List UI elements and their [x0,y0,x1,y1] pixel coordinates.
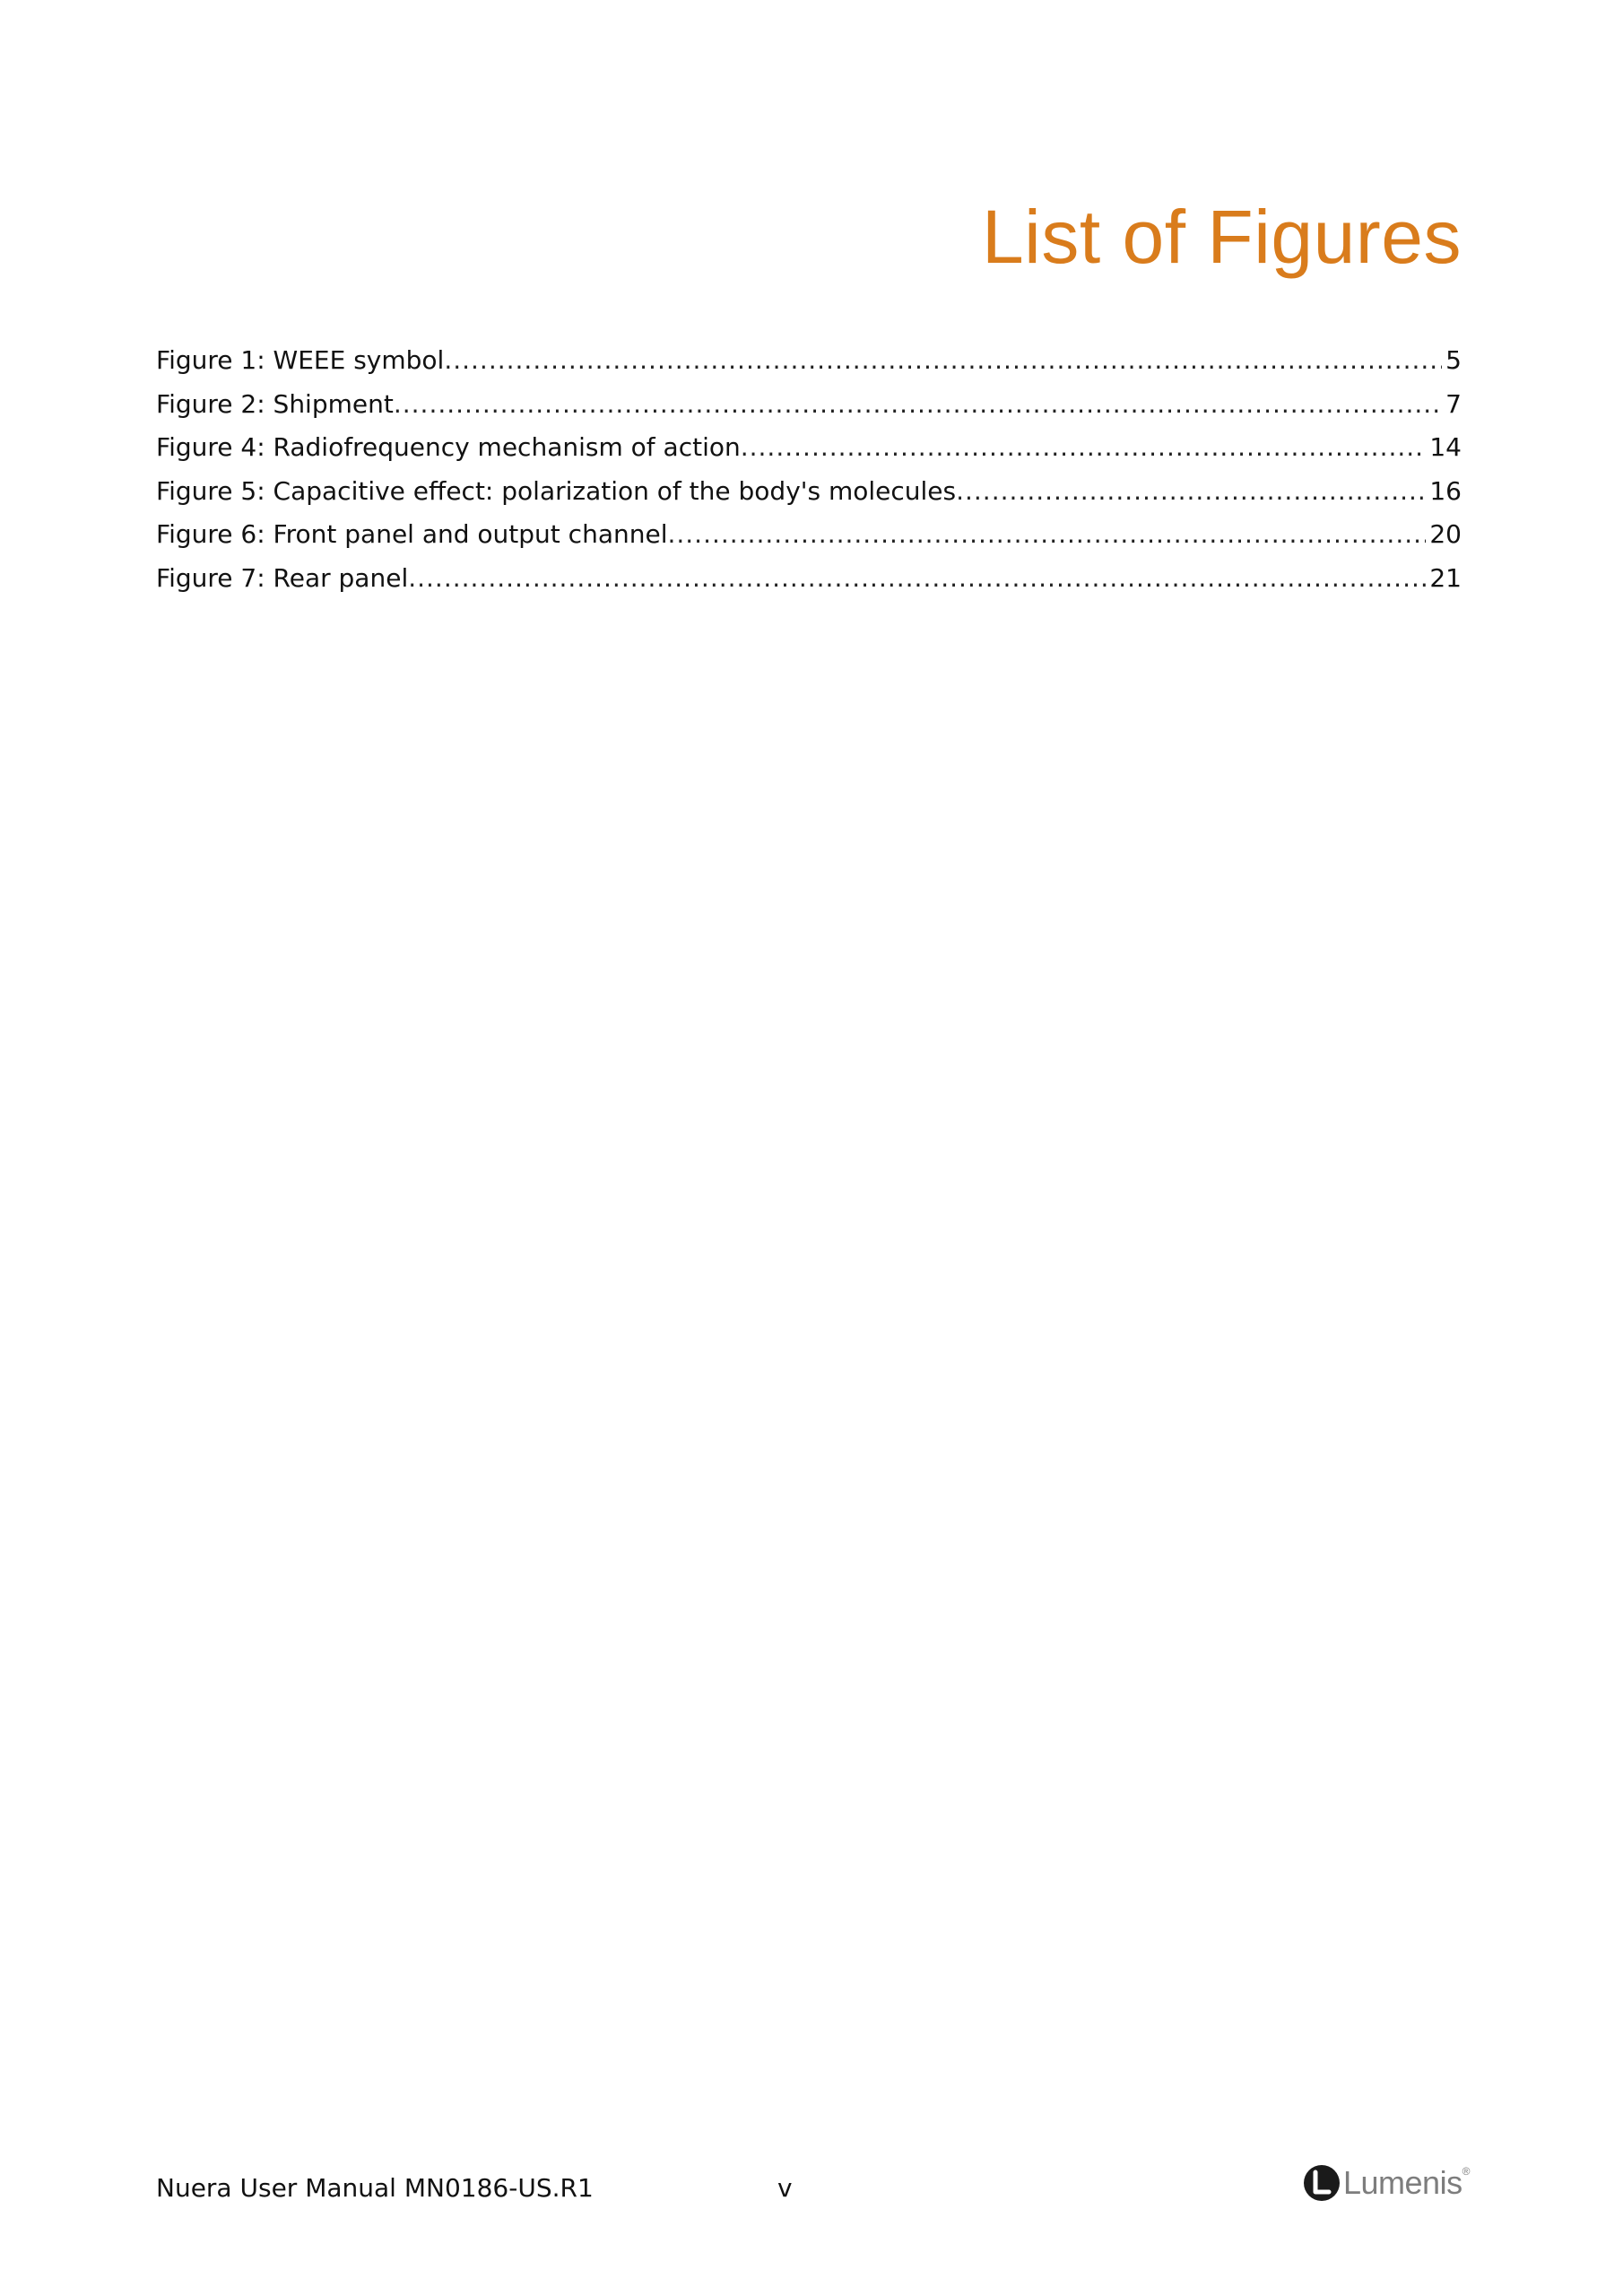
toc-entry-label: Figure 2: Shipment [156,388,394,419]
lumenis-logo-icon [1302,2163,1341,2203]
toc-entry[interactable] [156,470,1462,514]
logo-wordmark: Lumenis [1343,2164,1462,2201]
toc-entry[interactable] [156,426,1462,470]
dot-leader [667,513,1426,557]
toc-entry[interactable] [156,383,1462,427]
toc-entry[interactable] [156,513,1462,557]
dot-leader [394,383,1442,427]
toc-entry-page: 20 [1429,519,1462,549]
toc-entry-page: 14 [1429,432,1462,462]
toc-entry-page: 21 [1429,562,1462,593]
footer-document-title: Nuera User Manual MN0186-US.R1 [156,2173,594,2203]
toc-entry-label: Figure 6: Front panel and output channel [156,519,668,549]
toc-entry-page: 5 [1445,345,1462,375]
toc-entry[interactable] [156,339,1462,383]
footer-page-number: v [777,2173,793,2203]
toc-entry-label: Figure 1: WEEE symbol [156,345,445,375]
lumenis-logo [1302,2160,1470,2206]
dot-leader [741,426,1427,470]
toc-entry-label: Figure 7: Rear panel [156,562,409,593]
toc-entry-label: Figure 4: Radiofrequency mechanism of action [156,432,741,462]
toc-entry[interactable] [156,557,1462,601]
toc-entry-page: 7 [1445,388,1462,419]
dot-leader [956,470,1426,514]
toc-entry-page: 16 [1429,475,1462,506]
dot-leader [444,339,1442,383]
toc-entry-label: Figure 5: Capacitive effect: polarization of the body's molecules [156,475,957,506]
registered-mark: ® [1462,2165,1471,2178]
dot-leader [408,557,1426,601]
page-title: List of Figures [981,195,1462,279]
figure-list [156,339,1462,600]
